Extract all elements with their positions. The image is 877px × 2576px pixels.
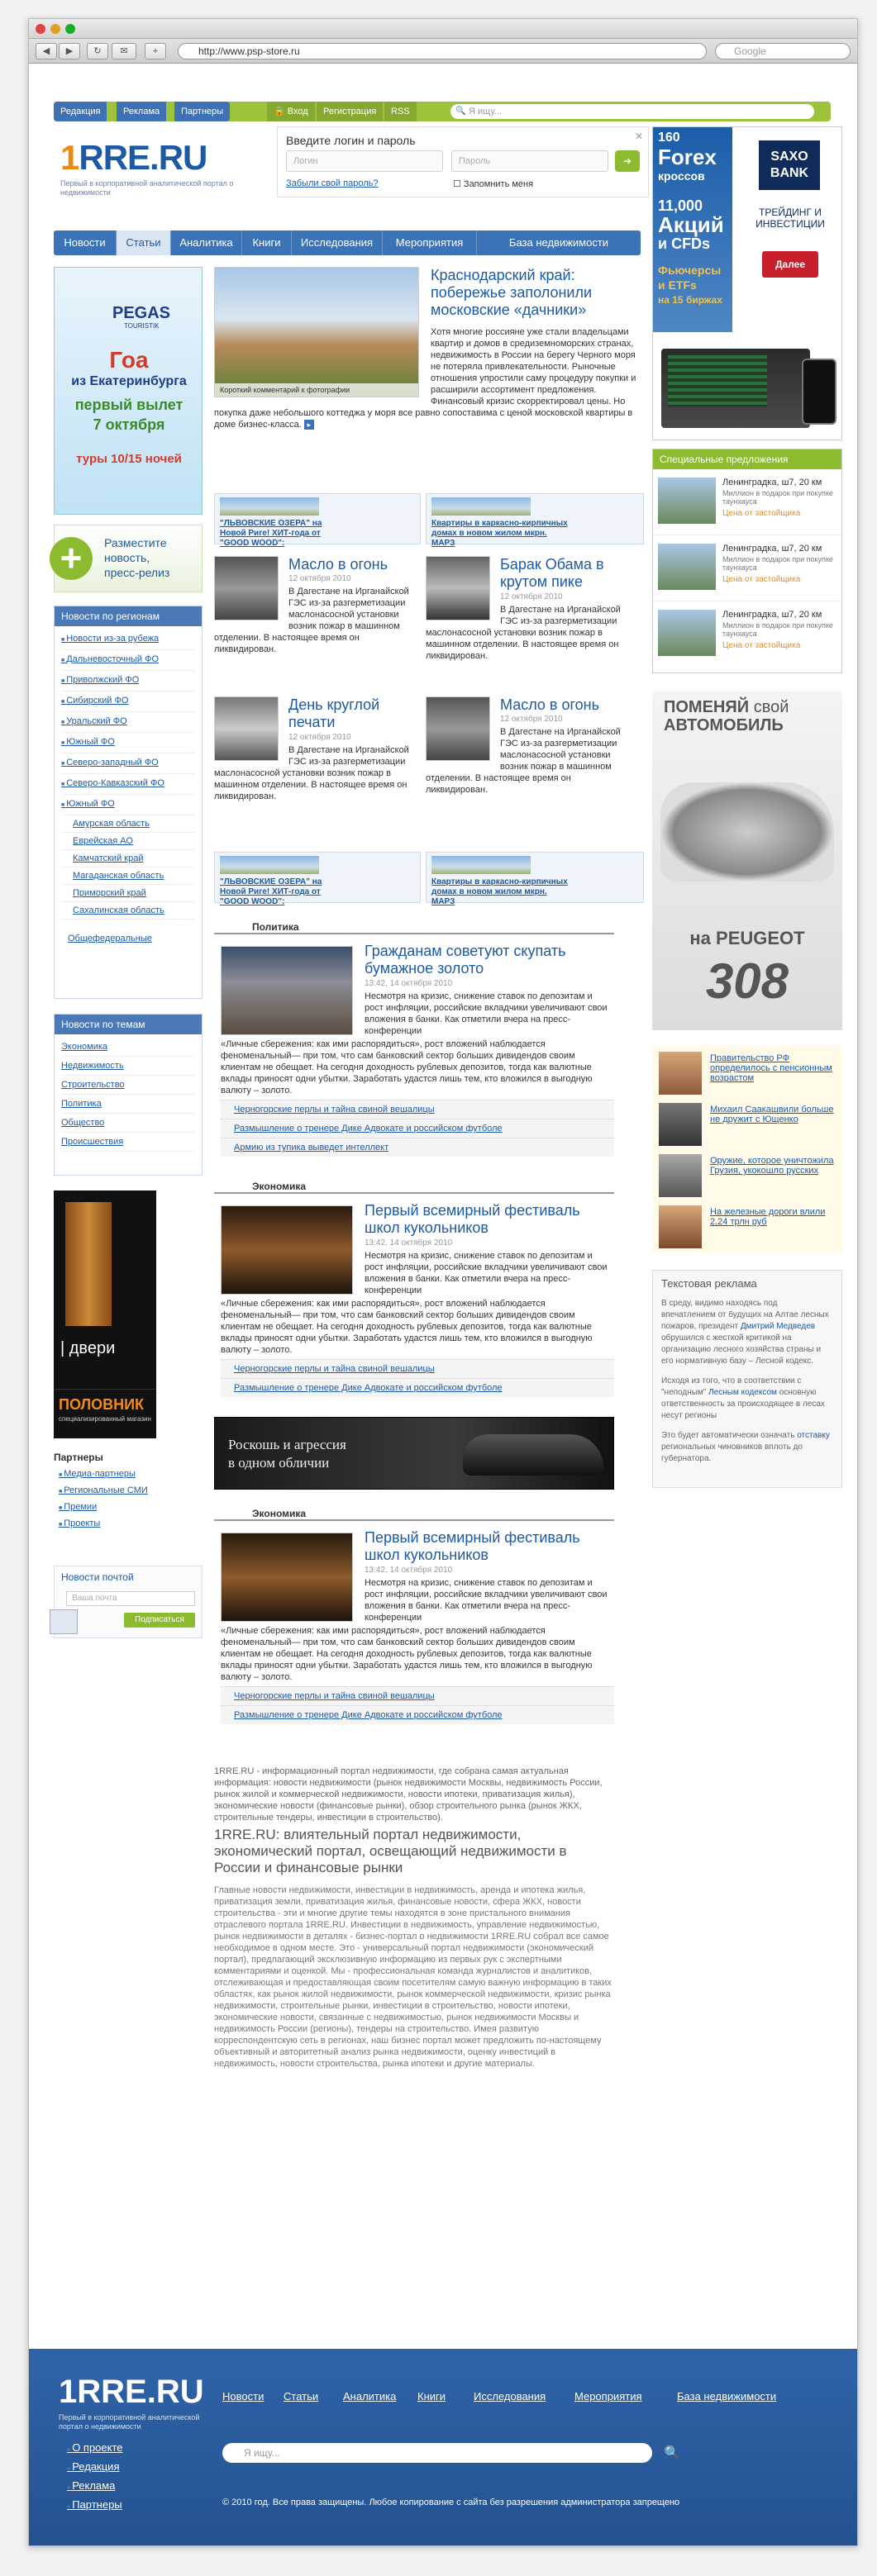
pegas-line3: первый вылет bbox=[74, 397, 184, 413]
footer-tagline: Первый в корпоративной аналитической портал о недвижимости bbox=[59, 2413, 200, 2431]
search-icon: 🔍 bbox=[455, 107, 466, 116]
footer-link[interactable]: ■ Редакция bbox=[67, 2459, 123, 2478]
saxo-bank-logo: SAXO BANK bbox=[759, 140, 820, 190]
footer-nav-link[interactable]: Статьи bbox=[284, 2390, 319, 2403]
footer-nav-link[interactable]: Исследования bbox=[474, 2390, 546, 2403]
page bbox=[29, 64, 858, 2546]
footer-nav-link[interactable]: Аналитика bbox=[343, 2390, 397, 2403]
jaguar-line1: Роскошь и агрессия bbox=[228, 1437, 346, 1452]
article-photo[interactable] bbox=[221, 1205, 353, 1295]
forex-ad[interactable] bbox=[652, 126, 842, 440]
article-title[interactable]: Первый всемирный фестиваль школ кукольников bbox=[365, 1529, 580, 1563]
region-link[interactable]: ■ Дальневосточный ФО bbox=[61, 650, 195, 671]
region-link[interactable]: ■ Южный ФО bbox=[61, 795, 195, 815]
special-item[interactable] bbox=[653, 469, 841, 535]
nav-research[interactable]: Исследования bbox=[292, 231, 383, 255]
partner-link[interactable]: ■ Региональные СМИ bbox=[59, 1483, 198, 1499]
region-link[interactable]: ■ Северо-западный ФО bbox=[61, 753, 195, 774]
login-submit-button[interactable]: ➜ bbox=[615, 150, 640, 172]
special-item-title: Ленинградка, ш7, 20 км bbox=[722, 544, 822, 554]
mini-news-content: В Дагестане на Ирганайской ГЭС из-за разгерметизации маслонасосной установки возник пожар в машинном отделении. В настоящее время он ликвидирован. bbox=[214, 745, 409, 801]
mini-news bbox=[426, 556, 644, 693]
polovnik-doors: | двери bbox=[60, 1339, 116, 1357]
right-news-photo bbox=[659, 1103, 702, 1146]
peugeot-line1b: свой bbox=[753, 698, 789, 716]
subregion-link[interactable]: Приморский край bbox=[61, 885, 195, 902]
forex-line3: кроссов bbox=[658, 169, 705, 183]
close-window-button[interactable] bbox=[36, 24, 45, 34]
footer bbox=[29, 2349, 858, 2546]
top-link-ads[interactable]: Реклама bbox=[117, 102, 166, 121]
mini-news-date: 12 октября 2010 bbox=[288, 733, 351, 742]
article-date: 13:42, 14 октября 2010 bbox=[365, 1238, 453, 1248]
topic-link[interactable]: Общество bbox=[61, 1114, 195, 1133]
special-photo bbox=[658, 610, 716, 656]
register-link[interactable]: Регистрация bbox=[317, 102, 383, 121]
subregion-link[interactable]: Магаданская область bbox=[61, 867, 195, 885]
pegas-line1: Гоа bbox=[109, 347, 149, 373]
article-body: «Личные сбережения: как ими распорядиться», рост вложений наблюдается феноменальный— при том, что сам банковский сектор больших дивидендов своим клиентам не обещает. На сегодня доходность рублевых депозитов, тогда как валютные вклады приносят одни убытки. Заработать удастся лишь тем, кто вложился в выгодную валюту – золото. bbox=[221, 1039, 593, 1096]
mini-news-date: 12 октября 2010 bbox=[500, 592, 563, 601]
regions-box bbox=[54, 606, 203, 999]
special-item-title: Ленинградка, ш7, 20 км bbox=[722, 610, 822, 620]
logo-tagline: Первый в корпоративной аналитической портал о недвижимости bbox=[60, 179, 234, 197]
topic-link[interactable]: Недвижимость bbox=[61, 1057, 195, 1076]
partner-link[interactable]: ■ Проекты bbox=[59, 1516, 198, 1533]
pegas-sub: TOURISTIK bbox=[124, 322, 160, 330]
text-ad-link[interactable]: Дмитрий Медведев bbox=[740, 1322, 816, 1331]
remember-me-checkbox[interactable]: ☐ Запомнить меня bbox=[453, 179, 534, 189]
right-news-link[interactable]: Михаил Саакашвили больше не дружит с Ющенко bbox=[710, 1105, 834, 1124]
subscribe-box bbox=[54, 1566, 203, 1638]
footer-copyright: © 2010 год. Все права защищены. Любое копирование с сайта без разрешения администратора запрещено bbox=[222, 2498, 680, 2507]
mini-news bbox=[426, 696, 644, 834]
topic-link[interactable]: Строительство bbox=[61, 1076, 195, 1095]
forex-line6: и CFDs bbox=[658, 235, 711, 252]
right-news-photo bbox=[659, 1052, 702, 1095]
add-bookmark-button[interactable]: + bbox=[145, 43, 166, 59]
lead-title[interactable]: Краснодарский край: побережье заполонили московские «дачники» bbox=[431, 267, 593, 318]
logo-digit: 1 bbox=[60, 138, 79, 177]
search-icon[interactable]: 🔍 bbox=[664, 2446, 680, 2460]
partners-box bbox=[54, 1452, 203, 1533]
forex-line2: Forex bbox=[658, 145, 717, 169]
related-link[interactable]: Черногорские перлы и тайна свиной вешалицы bbox=[221, 1687, 614, 1706]
special-item-sub: Миллион в подарок при покупке таунхауса bbox=[722, 621, 833, 638]
lead-article bbox=[214, 267, 644, 490]
right-news-item[interactable] bbox=[652, 1199, 842, 1250]
footer-nav-link[interactable]: Мероприятия bbox=[574, 2390, 642, 2403]
special-item-price[interactable]: Цена от застойщика bbox=[722, 575, 801, 584]
promo-banner[interactable] bbox=[214, 493, 421, 548]
right-news-photo bbox=[659, 1205, 702, 1248]
email-placeholder: Ваша почта bbox=[72, 1594, 117, 1603]
special-item-price[interactable]: Цена от застойщика bbox=[722, 509, 801, 518]
text-ad-p1b: обрушился с жесткой критикой на организацию лесного хозяйства страны и его нормативную базу – Лесной кодекс. bbox=[661, 1333, 822, 1366]
mini-news-title[interactable]: Масло в огонь bbox=[500, 696, 599, 713]
partner-link[interactable]: ■ Медиа-партнеры bbox=[59, 1466, 198, 1483]
partner-link[interactable]: ■ Премии bbox=[59, 1499, 198, 1516]
region-link[interactable]: ■ Приволжский ФО bbox=[61, 671, 195, 692]
related-link[interactable]: Черногорские перлы и тайна свиной вешалицы bbox=[221, 1360, 614, 1379]
minimize-window-button[interactable] bbox=[50, 24, 60, 34]
nav-books[interactable]: Книги bbox=[242, 231, 292, 255]
footer-search-placeholder: Я ищу... bbox=[244, 2447, 280, 2459]
mini-news bbox=[214, 696, 421, 834]
forex-line5: Акций bbox=[658, 212, 724, 237]
footer-nav-link[interactable]: Новости bbox=[222, 2390, 265, 2403]
lead-text-content: Хотя многие россияне уже стали владельцами квартир и домов в средиземноморских странах, недвижимость в России на берегу Черного моря не потеряла привлекательности. Рыночные отношения упростили саму процедуру покупки и расширили ассортимент предложения. Финансовый кризис скорректировал цены. Но покупка даже небольшого коттеджа у моря все равно сопоставима с ценой московской квартиры в доме бизнес-класса. bbox=[214, 327, 636, 430]
promo-text: "ЛЬВОВСКИЕ ОЗЕРА" на Новой Риге! ХИТ-года от "GOOD WOOD": bbox=[220, 519, 322, 548]
remember-me-label: Запомнить меня bbox=[463, 179, 534, 189]
footer-nav-link[interactable]: Книги bbox=[417, 2390, 446, 2403]
text-ads bbox=[652, 1270, 842, 1488]
about-intro: 1RRE.RU - информационный портал недвижимости, где собрана самая актуальная информация: новости недвижимости (рынок недвижимости Москвы, недвижимость России, рынок жилой и коммерческой недвижимости, новости ипотеки, приватизация жилья), экономические новости (финансовые рынки), обзор строительного рынка (рынок ЖКХ, строительные тендеры, инвестиции в строительство). bbox=[214, 1766, 603, 1823]
car-image bbox=[463, 1434, 603, 1476]
related-links bbox=[221, 1359, 614, 1397]
text-ad-p3: Это будет автоматически означать bbox=[661, 1431, 795, 1440]
related-link[interactable]: Размышление о тренере Дике Адвокате и российском футболе bbox=[234, 1383, 503, 1393]
forex-phone-image bbox=[802, 359, 836, 425]
right-news-photo bbox=[659, 1154, 702, 1197]
polovnik-ad[interactable] bbox=[54, 1191, 156, 1438]
mini-news-text bbox=[426, 726, 632, 796]
mini-news-date: 12 октября 2010 bbox=[288, 574, 351, 583]
main-nav bbox=[54, 231, 641, 255]
special-item[interactable] bbox=[653, 535, 841, 601]
promo-banner[interactable] bbox=[214, 852, 421, 906]
region-link[interactable]: ■ Северо-Кавказский ФО bbox=[61, 774, 195, 795]
subscribe-title: Новости почтой bbox=[61, 1571, 134, 1583]
region-link[interactable]: ■ Уральский ФО bbox=[61, 712, 195, 733]
peugeot-car-image bbox=[660, 782, 834, 882]
logo-text bbox=[60, 138, 242, 178]
peugeot-line2: АВТОМОБИЛЬ bbox=[664, 716, 784, 734]
browser-toolbar bbox=[29, 39, 857, 64]
forex-next-button[interactable]: Далее bbox=[762, 251, 818, 278]
forex-line7: Фьючерсы и ETFs bbox=[658, 264, 722, 292]
related-link[interactable]: Размышление о тренере Дике Адвокате и российском футболе bbox=[234, 1710, 503, 1720]
section-title: Политика bbox=[247, 921, 304, 933]
text-ad-p3b: региональных чиновников вплоть до губернатора. bbox=[661, 1442, 803, 1463]
forex-line1: 160 bbox=[658, 131, 680, 145]
footer-logo[interactable] bbox=[59, 2374, 204, 2411]
right-news-link[interactable]: Правительство РФ определилось с пенсионным возрастом bbox=[710, 1053, 832, 1083]
subregion-link[interactable]: Амурская область bbox=[61, 815, 195, 833]
peugeot-ad[interactable] bbox=[652, 692, 842, 1030]
text-ad-p1: В среду, видимо находясь под впечатлением от будущих на Алтае лесных пожаров, президент bbox=[661, 1299, 829, 1331]
polovnik-brand: ПОЛОВНИК bbox=[59, 1396, 145, 1413]
url-text: http://www.psp-store.ru bbox=[198, 45, 300, 57]
login-input[interactable] bbox=[286, 150, 443, 172]
footer-link[interactable]: ■ Партнеры bbox=[67, 2497, 123, 2516]
footer-nav-link[interactable]: База недвижимости bbox=[677, 2390, 777, 2403]
right-news-item[interactable] bbox=[652, 1096, 842, 1148]
site-search-placeholder: Я ищу... bbox=[469, 107, 502, 116]
subscribe-button[interactable]: Подписаться bbox=[124, 1613, 195, 1628]
special-item-sub: Миллион в подарок при покупке таунхауса bbox=[722, 555, 833, 572]
related-link[interactable]: Армию из тупика выведет интеллект bbox=[234, 1143, 389, 1153]
add-news-line2: новость, bbox=[104, 551, 150, 564]
mini-news-text bbox=[214, 586, 421, 655]
add-news-line1: Разместите bbox=[104, 536, 167, 549]
forex-slogan: ТРЕЙДИНГ И ИНВЕСТИЦИИ bbox=[755, 207, 825, 230]
forex-line4: 11,000 bbox=[658, 197, 703, 214]
about-title: 1RRE.RU: влиятельный портал недвижимости, экономический портал, освещающий недвижимости в России и финансовые рынки bbox=[214, 1827, 567, 1875]
text-ad-link[interactable]: отставку bbox=[797, 1431, 830, 1440]
logo-word: RRE.RU bbox=[79, 138, 207, 177]
jaguar-line2: в одном обличии bbox=[228, 1455, 330, 1471]
article-lead: Несмотря на кризис, снижение ставок по депозитам и рост инфляции, российские вкладчики увеличивают свои вложения в банки. Как отметили вчера на пресс-конференции bbox=[365, 1251, 608, 1295]
article-lead: Несмотря на кризис, снижение ставок по депозитам и рост инфляции, российские вкладчики увеличивают свои вложения в банки. Как отметили вчера на пресс-конференции bbox=[365, 991, 608, 1036]
section-header bbox=[214, 1182, 614, 1194]
related-links bbox=[221, 1686, 614, 1724]
forex-line8: на 15 биржах bbox=[658, 294, 722, 306]
special-item-sub: Миллион в подарок при покупке таунхауса bbox=[722, 489, 833, 506]
article-title[interactable]: Первый всемирный фестиваль школ кукольников bbox=[365, 1202, 580, 1236]
text-ad-link[interactable]: Лесным кодексом bbox=[708, 1388, 777, 1397]
pegas-line5: туры 10/15 ночей bbox=[76, 452, 182, 466]
footer-link[interactable]: ■ О проекте bbox=[67, 2440, 123, 2459]
site-logo[interactable] bbox=[60, 138, 242, 197]
maximize-window-button[interactable] bbox=[65, 24, 75, 34]
mini-news-text bbox=[426, 604, 632, 662]
lead-caption: Короткий комментарий к фотографии bbox=[215, 383, 418, 397]
article-date: 13:42, 14 октября 2010 bbox=[365, 1566, 453, 1575]
right-news-item[interactable] bbox=[652, 1148, 842, 1199]
share-button[interactable]: ✉ bbox=[112, 43, 136, 59]
section-title: Экономика bbox=[247, 1508, 311, 1519]
email-input[interactable] bbox=[66, 1591, 195, 1606]
federal-link[interactable]: Общефедеральные bbox=[68, 934, 152, 943]
article-photo[interactable] bbox=[221, 1533, 353, 1622]
password-placeholder: Пароль bbox=[459, 156, 491, 166]
right-news-link[interactable]: На железные дороги влили 2,24 трлн руб bbox=[710, 1207, 826, 1227]
add-news-line3: пресс-релиз bbox=[104, 566, 170, 579]
pegas-brand: PEGAS bbox=[112, 304, 171, 322]
partners-title: Партнеры bbox=[54, 1452, 103, 1463]
envelope-icon bbox=[50, 1609, 78, 1634]
section-header bbox=[214, 923, 614, 934]
pegas-line2: из Екатеринбурга bbox=[71, 374, 187, 388]
topics-box bbox=[54, 1014, 203, 1176]
address-bar[interactable] bbox=[178, 43, 707, 59]
region-link[interactable]: ■ Сибирский ФО bbox=[61, 692, 195, 712]
article-date: 13:42, 14 октября 2010 bbox=[365, 979, 453, 988]
special-item-title: Ленинградка, ш7, 20 км bbox=[722, 478, 822, 487]
nav-articles[interactable]: Статьи bbox=[117, 231, 171, 255]
top-link-partners[interactable]: Партнеры bbox=[174, 102, 230, 121]
text-ad-p2: Исходя из того, что в соответствии с "неподным" bbox=[661, 1376, 802, 1397]
related-link[interactable]: Черногорские перлы и тайна свиной вешалицы bbox=[221, 1100, 614, 1119]
site-search-input[interactable] bbox=[450, 104, 814, 119]
related-links bbox=[221, 1100, 614, 1157]
mini-news-text bbox=[214, 744, 421, 802]
peugeot-model: 308 bbox=[705, 953, 789, 1009]
section-title: Экономика bbox=[247, 1181, 311, 1192]
login-box bbox=[277, 126, 649, 197]
lead-text bbox=[214, 326, 642, 430]
about-body: Главные новости недвижимости, инвестиции в недвижимость, аренда и ипотека жилья, приватизация земли, приватизация жилья, финансовые новости, сфера ЖКХ, новости строительства - эти и многие другие темы находятся в зоне пристального внимания отраслевого портала 1RRE.RU. Инвестиции в недвижимость, управление недвижимостью, рынок недвижимости в деталях - бизнес-портал о недвижимости 1RRE.RU собрал все самое необходимое в одном месте. Это - универсальный портал недвижимости (экономический портал), предлагающий эксклюзивную информацию из первых рук с экспертными комментариями и оценкой. Мы - профессиональная команда журналистов и аналитиков, отслеживающая и предоставляющая своим посетителям самую важную информацию в таких областях, как рынок жилой недвижимости, рынок коммерческой недвижимости, кризис рынка недвижимости, строительные рынки, инвестиции в строительство, новости ипотеки, экономические новости, связанные с недвижимостью, рынок недвижимости Москвы и недвижимость России (регионы), тендеры на строительство. Имея развитую корреспондентскую сеть в регионах, наш бизнес портал может предложить по-настоящему объективный и авторитетный анализ рынка недвижимости, оценку инвестиций в недвижимость, новости строительства, рынка ипотеки и другие материалы. bbox=[214, 1885, 612, 2069]
special-item-price[interactable]: Цена от застойщика bbox=[722, 641, 801, 650]
related-link[interactable]: Размышление о тренере Дике Адвокате и российском футболе bbox=[221, 1119, 614, 1138]
close-icon[interactable]: ✕ bbox=[634, 131, 643, 142]
footer-links bbox=[67, 2440, 123, 2516]
subregion-link[interactable]: Еврейская АО bbox=[61, 833, 195, 850]
login-link-label: Вход bbox=[287, 107, 308, 116]
plus-icon: + bbox=[50, 537, 93, 580]
special-offers bbox=[652, 449, 842, 673]
promo-text: Квартиры в каркасно-кирпичных домах в новом жилом мкрн. МАРЗ bbox=[431, 877, 568, 906]
login-placeholder: Логин bbox=[293, 156, 318, 166]
article-photo[interactable] bbox=[221, 946, 353, 1035]
mini-news-content: В Дагестане на Ирганайской ГЭС из-за разгерметизации маслонасосной установки возник пожар в машинном отделении. В настоящее время он ликвидирован. bbox=[426, 605, 621, 661]
nav-events[interactable]: Мероприятия bbox=[383, 231, 477, 255]
forward-button[interactable]: ▶ bbox=[59, 43, 80, 59]
mini-news-title[interactable]: Масло в огонь bbox=[288, 556, 388, 573]
nav-realty-base[interactable]: База недвижимости bbox=[508, 236, 609, 249]
topic-link[interactable]: Политика bbox=[61, 1095, 195, 1114]
door-image bbox=[65, 1202, 112, 1326]
rss-link[interactable]: RSS bbox=[384, 102, 417, 121]
password-input[interactable] bbox=[451, 150, 608, 172]
browser-search-placeholder: Google bbox=[734, 45, 766, 57]
topic-link[interactable]: Экономика bbox=[61, 1038, 195, 1057]
nav-analytics[interactable]: Аналитика bbox=[171, 231, 242, 255]
article-lead: Несмотря на кризис, снижение ставок по депозитам и рост инфляции, российские вкладчики увеличивают свои вложения в банки. Как отметили вчера на пресс-конференции bbox=[365, 1578, 608, 1623]
regions-title: Новости по регионам bbox=[55, 606, 202, 626]
region-link[interactable]: ■ Южный ФО bbox=[61, 733, 195, 753]
special-title: Специальные предложения bbox=[653, 449, 841, 469]
nav-news[interactable]: Новости bbox=[54, 231, 117, 255]
jaguar-ad[interactable] bbox=[214, 1417, 614, 1490]
forex-ad-left bbox=[653, 127, 732, 332]
mini-news bbox=[214, 556, 421, 693]
region-link[interactable]: ■ Новости из-за рубежа bbox=[61, 630, 195, 650]
forex-screens-image bbox=[661, 349, 810, 428]
mini-news-content: В Дагестане на Ирганайской ГЭС из-за разгерметизации маслонасосной установки возник пожар в машинном отделении. В настоящее время он ликвидирован. bbox=[426, 727, 621, 795]
footer-search-input[interactable] bbox=[222, 2443, 652, 2463]
footer-logo-word: RRE.RU bbox=[77, 2374, 204, 2410]
special-photo bbox=[658, 478, 716, 524]
footer-logo-digit: 1 bbox=[59, 2374, 78, 2410]
section-header bbox=[214, 1509, 614, 1521]
topic-link[interactable]: Происшествия bbox=[61, 1133, 195, 1152]
more-arrow-icon[interactable]: ▸ bbox=[304, 420, 314, 430]
special-photo bbox=[658, 544, 716, 590]
peugeot-line3: на PEUGEOT bbox=[689, 928, 805, 948]
title-bar bbox=[29, 19, 857, 39]
topics-title: Новости по темам bbox=[55, 1015, 202, 1034]
article-body: «Личные сбережения: как ими распорядиться», рост вложений наблюдается феноменальный— при том, что сам банковский сектор больших дивидендов своим клиентам не обещает. На сегодня доходность рублевых депозитов, тогда как валютные вклады приносят одни убытки. Заработать удастся лишь тем, кто вложился в выгодную валюту – золото. bbox=[221, 1299, 593, 1355]
special-item[interactable] bbox=[653, 601, 841, 668]
forgot-password-link[interactable]: Забыли свой пароль? bbox=[286, 178, 379, 188]
mini-news-content: В Дагестане на Ирганайской ГЭС из-за разгерметизации маслонасосной установки возник пожар в машинном отделении. В настоящее время он ликвидирован. bbox=[214, 587, 409, 654]
top-link-editorial[interactable]: Редакция bbox=[54, 102, 107, 121]
promo-text: "ЛЬВОВСКИЕ ОЗЕРА" на Новой Риге! ХИТ-года от "GOOD WOOD": bbox=[220, 877, 322, 906]
right-news-link[interactable]: Оружие, которое уничтожила Грузия, укокошло русских bbox=[710, 1156, 834, 1176]
footer-link[interactable]: ■ Реклама bbox=[67, 2478, 123, 2497]
mini-news-date: 12 октября 2010 bbox=[500, 715, 563, 724]
browser-window bbox=[28, 18, 858, 2546]
article-title[interactable]: Гражданам советуют скупать бумажное золото bbox=[365, 943, 566, 977]
subregion-link[interactable]: Камчатский край bbox=[61, 850, 195, 867]
right-news bbox=[652, 1045, 842, 1253]
text-ad-p2b: основную ответственность за происходящее в лесах несут регионы bbox=[661, 1388, 825, 1420]
browser-search-input[interactable] bbox=[715, 43, 851, 59]
login-link[interactable]: 🔒 Вход bbox=[267, 102, 315, 121]
article-body: «Личные сбережения: как ими распорядиться», рост вложений наблюдается феноменальный— при том, что сам банковский сектор больших дивидендов своим клиентам не обещает. На сегодня доходность рублевых депозитов, тогда как валютные вклады приносят одни убытки. Заработать удастся лишь тем, кто вложился в выгодную валюту – золото. bbox=[221, 1626, 593, 1682]
back-button[interactable]: ◀ bbox=[36, 43, 57, 59]
polovnik-sub: специализированный магазин bbox=[59, 1415, 151, 1423]
login-title: Введите логин и пароль bbox=[286, 134, 416, 147]
top-bar bbox=[54, 102, 831, 121]
peugeot-line1: ПОМЕНЯЙ bbox=[664, 698, 750, 716]
promo-text: Квартиры в каркасно-кирпичных домах в новом жилом мкрн. МАРЗ bbox=[431, 519, 568, 548]
mini-news-title[interactable]: День круглой печати bbox=[288, 696, 380, 730]
pegas-ad[interactable] bbox=[54, 267, 203, 515]
reload-button[interactable]: ↻ bbox=[87, 43, 108, 59]
text-ads-title: Текстовая реклама bbox=[661, 1277, 757, 1290]
promo-banner[interactable] bbox=[426, 852, 644, 906]
pegas-line4: 7 октября bbox=[93, 416, 165, 433]
mini-news-title[interactable]: Барак Обама в крутом пике bbox=[500, 556, 604, 590]
right-news-item[interactable] bbox=[652, 1045, 842, 1096]
add-news-banner[interactable] bbox=[54, 525, 203, 592]
subregion-link[interactable]: Сахалинская область bbox=[61, 902, 195, 920]
promo-banner[interactable] bbox=[426, 493, 644, 548]
